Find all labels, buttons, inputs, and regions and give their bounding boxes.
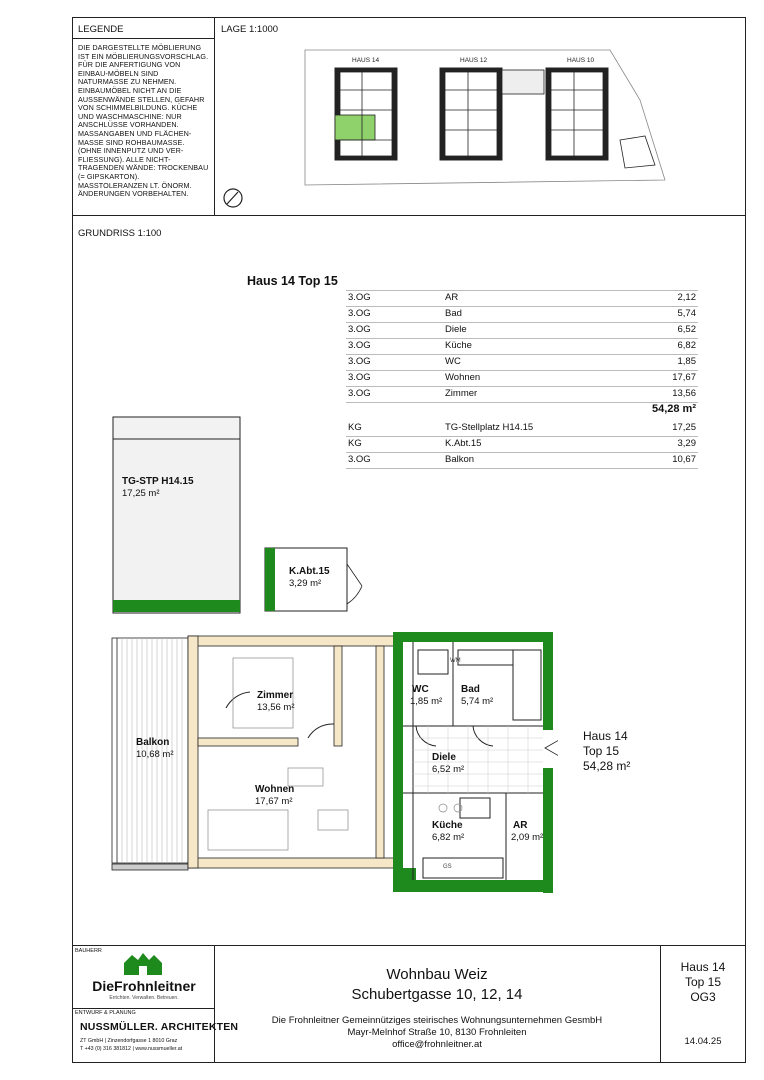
table-row-divider — [346, 322, 698, 323]
label-zimmer: Zimmer — [257, 690, 294, 701]
table-row-divider — [346, 306, 698, 307]
bauherr-label: BAUHERR — [75, 948, 102, 954]
label-kueche: Küche — [432, 820, 463, 831]
row-area: 10,67 — [672, 454, 696, 465]
row-area: 17,67 — [672, 372, 696, 383]
label-wc: WC — [412, 684, 429, 695]
row-name: Bad — [445, 308, 462, 319]
client-slogan: Errichten. Verwalten. Betreuen. — [109, 995, 179, 1001]
legend-title: LEGENDE — [78, 24, 124, 35]
storage-name: K.Abt.15 — [289, 566, 330, 577]
architect-label: ENTWURF & PLANUNG — [75, 1010, 136, 1016]
row-floor: 3.OG — [348, 308, 371, 319]
architect-line2: T +43 (0) 316 381812 | www.nussmueller.at — [80, 1046, 183, 1052]
label-bad: Bad — [461, 684, 480, 695]
site-plan — [300, 40, 670, 190]
haus-10-label: HAUS 10 — [567, 57, 595, 64]
row-name: Küche — [445, 340, 472, 351]
label-wc-area: 1,85 m² — [410, 696, 443, 707]
unit-heading: Haus 14 Top 15 — [247, 274, 338, 288]
label-wohnen-area: 17,67 m² — [255, 796, 293, 807]
table-row-divider — [346, 452, 698, 453]
legend-title-underline — [72, 38, 214, 39]
row-area: 17,25 — [672, 422, 696, 433]
row-name: Diele — [445, 324, 467, 335]
row-floor: 3.OG — [348, 340, 371, 351]
row-floor: 3.OG — [348, 388, 371, 399]
total-area: 54,28 m² — [651, 403, 696, 415]
parking-space — [112, 416, 242, 614]
row-area: 13,56 — [672, 388, 696, 399]
unit-marker-line1: Haus 14 — [583, 729, 628, 743]
row-area: 1,85 — [677, 356, 696, 367]
haus-10-block — [546, 68, 608, 160]
unit-marker-line2: Top 15 — [583, 744, 620, 758]
label-wohnen: Wohnen — [255, 784, 295, 795]
table-row-divider — [346, 370, 698, 371]
label-balkon-area: 10,68 m² — [136, 749, 174, 760]
row-name: Zimmer — [445, 388, 478, 399]
floor-plan-drawing — [108, 628, 558, 896]
label-balkon: Balkon — [136, 737, 170, 748]
label-ar: AR — [513, 820, 528, 831]
footer-unit-line1: Haus 14 — [680, 960, 726, 974]
label-wm: WM — [450, 658, 461, 664]
table-row-divider — [346, 338, 698, 339]
haus-12-label: HAUS 12 — [460, 57, 488, 64]
haus-14-label: HAUS 14 — [352, 57, 380, 64]
floorplan-title: GRUNDRISS 1:100 — [78, 228, 162, 239]
north-arrow-icon — [222, 187, 244, 209]
table-row-divider — [346, 354, 698, 355]
architect-name: NUSSMÜLLER. ARCHITEKTEN — [80, 1021, 239, 1033]
haus-14-block — [335, 68, 397, 160]
architect-line1: ZT GmbH | Zinzendorfgasse 1 8010 Graz — [80, 1038, 178, 1044]
haus-12-block — [440, 68, 544, 160]
row-floor: KG — [348, 438, 362, 449]
label-diele: Diele — [432, 752, 456, 763]
row-name: WC — [445, 356, 461, 367]
storage-area: 3,29 m² — [289, 578, 322, 589]
row-area: 5,74 — [677, 308, 696, 319]
row-area: 6,52 — [677, 324, 696, 335]
row-floor: 3.OG — [348, 356, 371, 367]
site-plan-title: LAGE 1:1000 — [221, 24, 279, 35]
row-name: TG-Stellplatz H14.15 — [445, 422, 534, 433]
company-email: office@frohnleitner.at — [392, 1039, 482, 1050]
row-name: Balkon — [445, 454, 475, 465]
project-address: Schubertgasse 10, 12, 14 — [351, 986, 523, 1003]
row-floor: 3.OG — [348, 454, 371, 465]
row-area: 2,12 — [677, 292, 696, 303]
footer-logo-divider — [72, 1008, 214, 1009]
row-name: K.Abt.15 — [445, 438, 482, 449]
label-bad-area: 5,74 m² — [461, 696, 494, 707]
unit-marker-line3: 54,28 m² — [583, 759, 631, 773]
row-floor: 3.OG — [348, 372, 371, 383]
label-diele-area: 6,52 m² — [432, 764, 465, 775]
legend-text: DIE DARGESTELLTE MÖBLIERUNG IST EIN MÖBLIERUNGSVORSCHLAG. FÜR DIE ANFERTIGUNG VON EINBAU-MÖBELN SIND NATURMASSE ZU NEHMEN. EINBAUMÖBEL NICHT AN DIE AUSSENWÄNDE STELLEN, GEFAHR VON SCHIMMELBILDUNG. KÜCHE UND WASCHMASCHINE: NUR ANSCHLÜSSE VORHANDEN. MASSANGABEN UND FLÄCHEN-MASSE SIND ROHBAUMASSE. (OHNE INNENPUTZ UND VER-FLIESSUNG). ALLE NICHT-TRAGENDEN WÄNDE: TROCKENBAU (= GIPSKARTON). MASSTOLERANZEN LT. ÖNORM. ÄNDERUNGEN VORBEHALTEN. — [78, 43, 209, 199]
footer-unit-line3: OG3 — [690, 990, 716, 1004]
label-kueche-area: 6,82 m² — [432, 832, 465, 843]
company-address: Mayr-Melnhof Straße 10, 8130 Frohnleiten — [347, 1027, 527, 1038]
parking-area: 17,25 m² — [122, 488, 160, 499]
row-area: 6,82 — [677, 340, 696, 351]
row-floor: KG — [348, 422, 362, 433]
label-zimmer-area: 13,56 m² — [257, 702, 295, 713]
footer-top-line — [72, 945, 746, 946]
header-bottom-line — [72, 215, 746, 216]
footer-unit-line2: Top 15 — [684, 975, 722, 989]
row-floor: 3.OG — [348, 292, 371, 303]
label-gs: GS — [443, 864, 452, 870]
project-title: Wohnbau Weiz — [386, 966, 488, 983]
company-name: Die Frohnleitner Gemeinnütziges steirisches Wohnungsunternehmen GesmbH — [271, 1015, 603, 1026]
parking-name: TG-STP H14.15 — [122, 476, 194, 487]
footer-date: 14.04.25 — [684, 1036, 722, 1047]
row-floor: 3.OG — [348, 324, 371, 335]
label-ar-area: 2,09 m² — [511, 832, 544, 843]
row-area: 3,29 — [677, 438, 696, 449]
table-row-divider — [346, 468, 698, 469]
row-name: Wohnen — [445, 372, 481, 383]
table-row-divider — [346, 436, 698, 437]
client-logo-icon — [122, 951, 164, 977]
footer-unit — [660, 960, 746, 1005]
unit-marker — [583, 729, 630, 774]
row-name: AR — [445, 292, 459, 303]
client-name: DieFrohnleitner — [92, 978, 196, 994]
header-divider — [214, 17, 215, 215]
table-row-divider — [346, 386, 698, 387]
